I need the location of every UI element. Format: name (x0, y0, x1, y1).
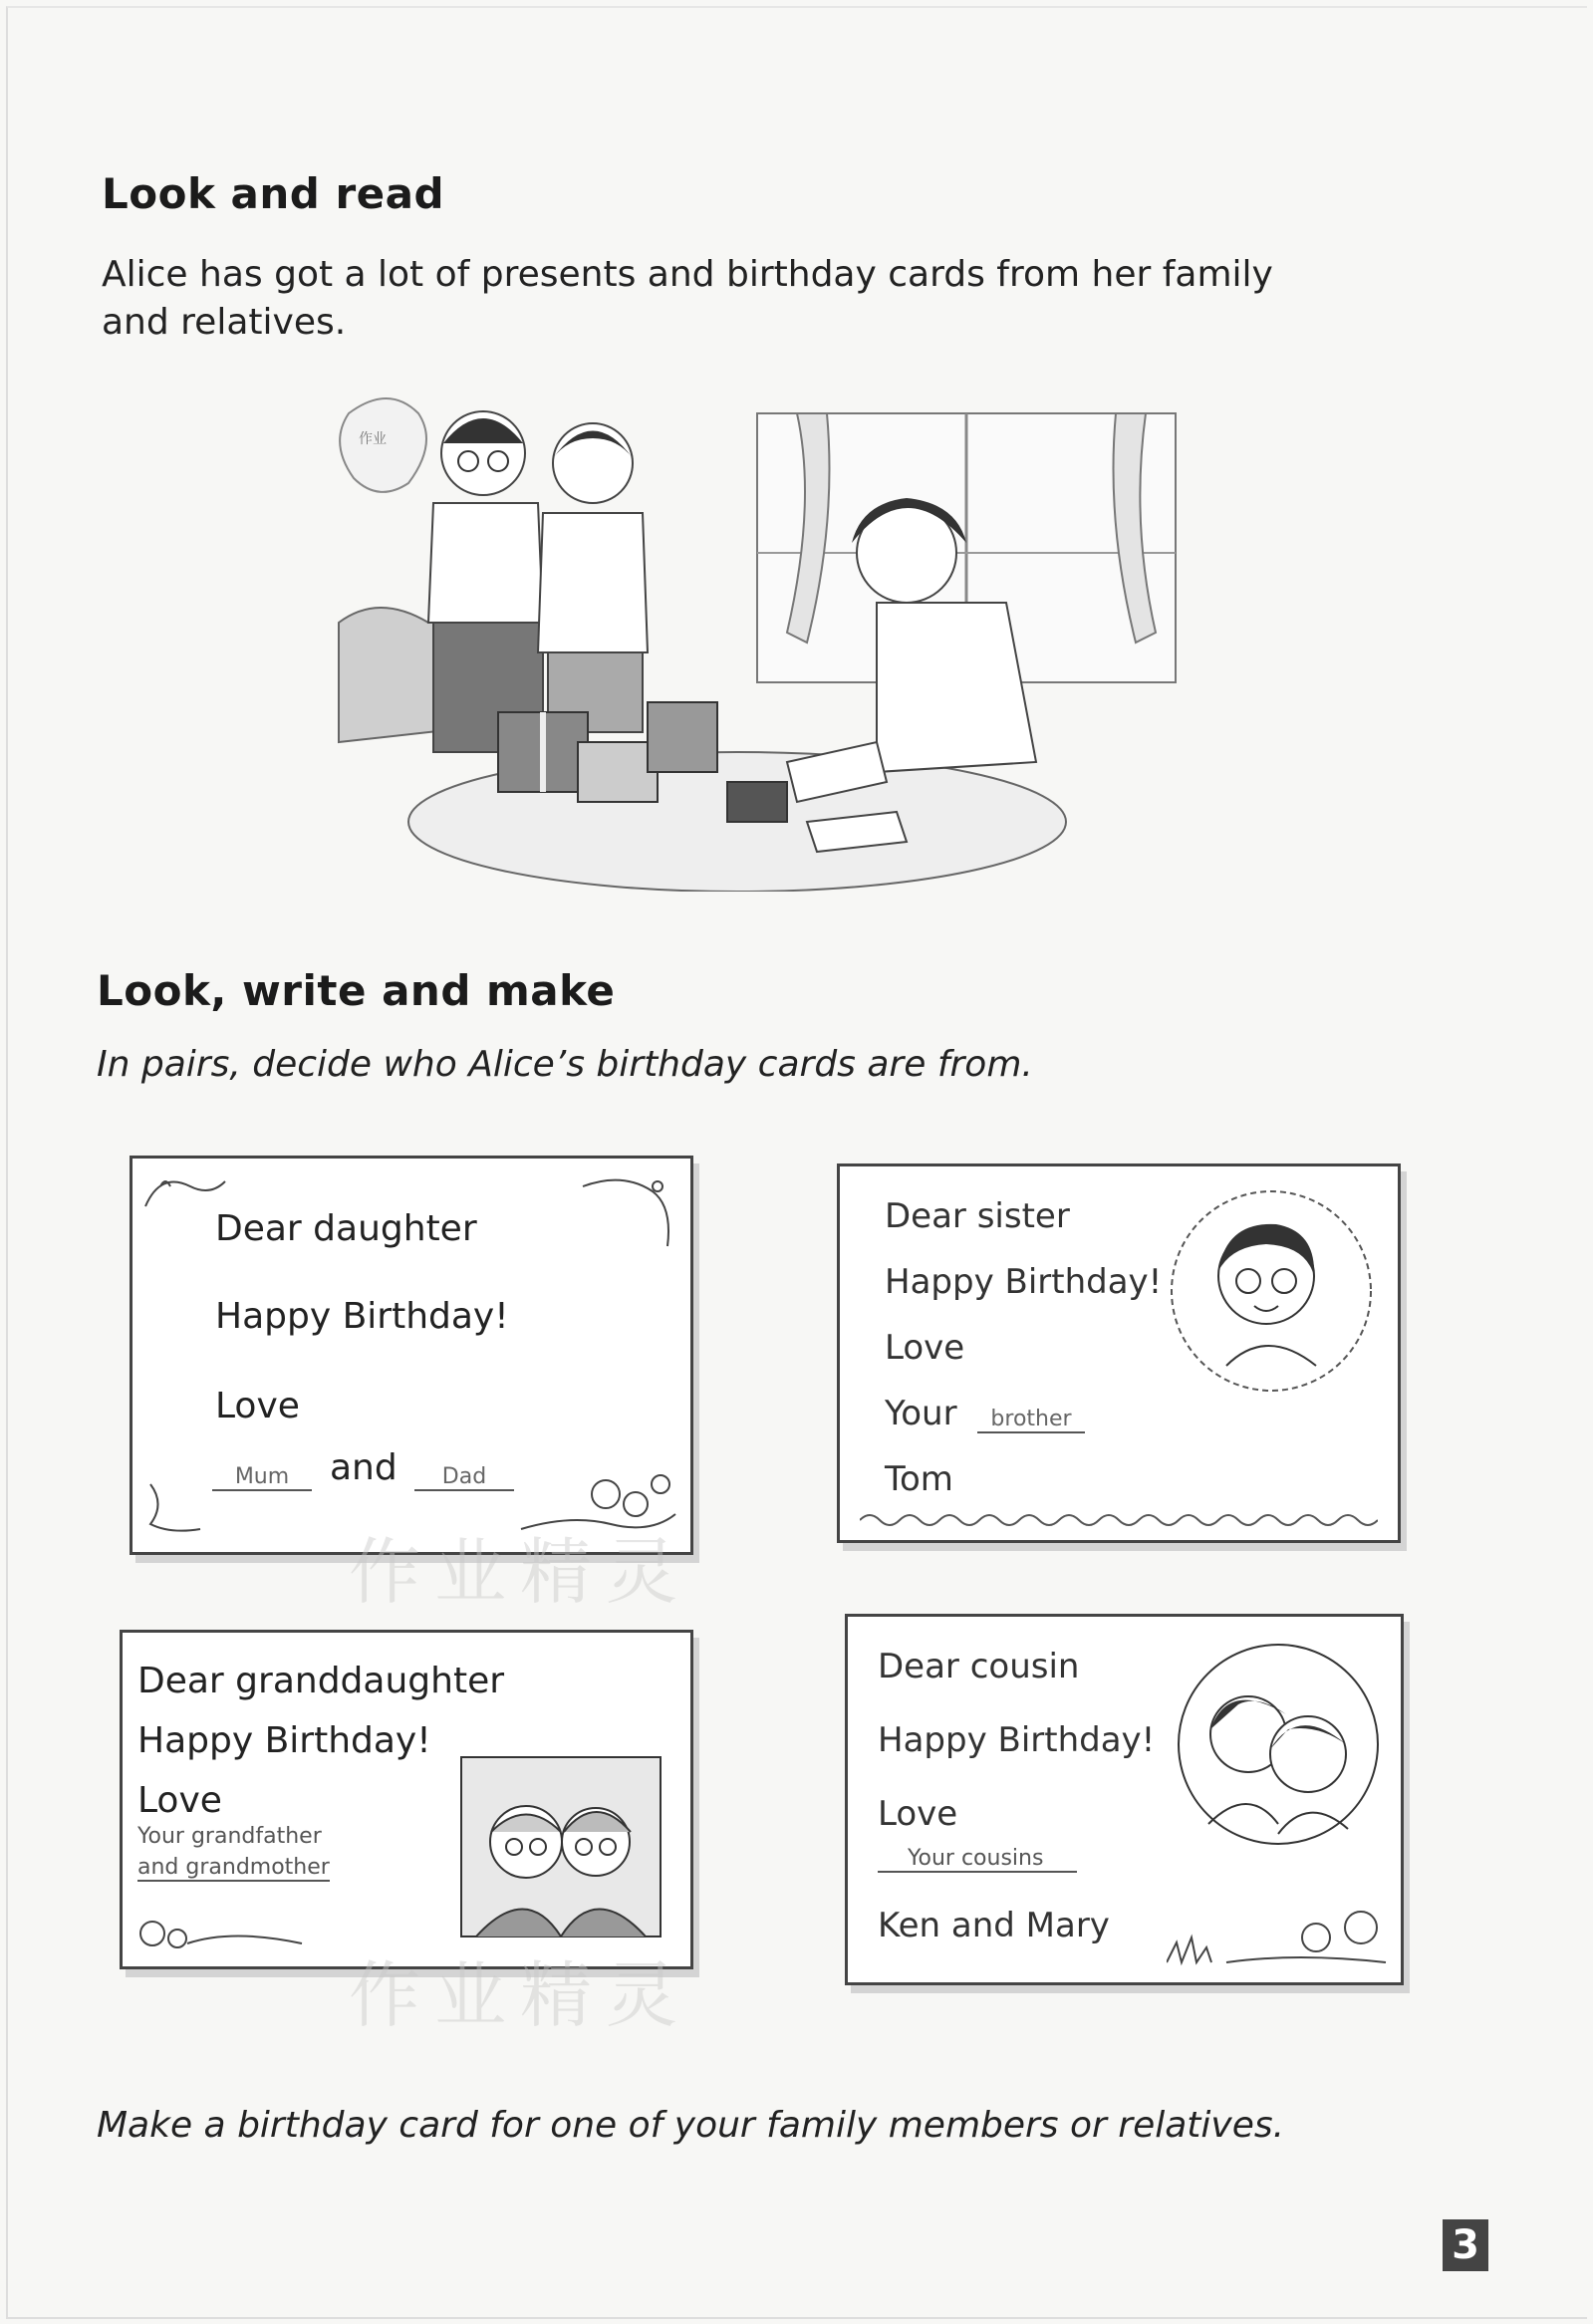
card4-names: Ken and Mary (878, 1906, 1110, 1945)
card4-greeting: Dear cousin (878, 1647, 1080, 1686)
card3-answer-line2[interactable]: and grandmother (137, 1855, 330, 1880)
card2-answer-blank[interactable]: brother (977, 1407, 1085, 1433)
flower-decoration (133, 1909, 312, 1958)
heading-look-write-make: Look, write and make (97, 966, 616, 1015)
card-dear-granddaughter (120, 1630, 693, 1969)
card1-greeting: Dear daughter (215, 1208, 477, 1249)
family-birthday-illustration (319, 384, 1195, 892)
watermark: 作业精灵 (349, 1530, 692, 1614)
svg-text:作业: 作业 (359, 431, 387, 447)
vine-corner-decoration (140, 1474, 220, 1544)
card4-love: Love (878, 1794, 958, 1834)
card-dear-sister (837, 1163, 1401, 1543)
card1-wish: Happy Birthday! (215, 1296, 509, 1337)
grass-flower-decoration (1167, 1903, 1391, 1972)
card3-love: Love (137, 1780, 222, 1821)
cousins-portrait (1169, 1635, 1388, 1854)
intro-text-line1: Alice has got a lot of presents and birthday cards from her family (102, 254, 1273, 295)
card2-your: Your (885, 1394, 957, 1433)
wave-border-decoration (860, 1510, 1378, 1530)
watermark: 作业精灵 (349, 1953, 692, 2037)
card2-greeting: Dear sister (885, 1196, 1070, 1236)
card1-and: and (330, 1447, 398, 1488)
card4-wish: Happy Birthday! (878, 1720, 1156, 1760)
vine-corner-decoration (573, 1166, 682, 1256)
heading-look-and-read: Look and read (102, 169, 445, 218)
grandparents-photo (456, 1752, 665, 1941)
card1-answer-blank-1[interactable]: Mum (212, 1464, 312, 1491)
card2-name: Tom (885, 1459, 953, 1499)
footer-instruction: Make a birthday card for one of your family members or relatives. (97, 2105, 1285, 2146)
card2-wish: Happy Birthday! (885, 1262, 1163, 1302)
card2-love: Love (885, 1328, 965, 1368)
card1-love: Love (215, 1386, 300, 1426)
card4-answer[interactable]: Your cousins (878, 1846, 1077, 1873)
pairs-instruction: In pairs, decide who Alice’s birthday cards are from. (97, 1044, 1033, 1085)
card-dear-daughter (130, 1156, 693, 1555)
intro-text-line2: and relatives. (102, 302, 347, 343)
brother-portrait (1157, 1176, 1386, 1406)
card3-wish: Happy Birthday! (137, 1720, 431, 1761)
stamp-logo (340, 398, 426, 492)
page-number: 3 (1443, 2219, 1488, 2271)
card3-answer-line1[interactable]: Your grandfather (137, 1824, 322, 1849)
card3-greeting: Dear granddaughter (137, 1661, 505, 1701)
card1-answer-blank-2[interactable]: Dad (414, 1464, 514, 1491)
card-dear-cousin (845, 1614, 1404, 1985)
